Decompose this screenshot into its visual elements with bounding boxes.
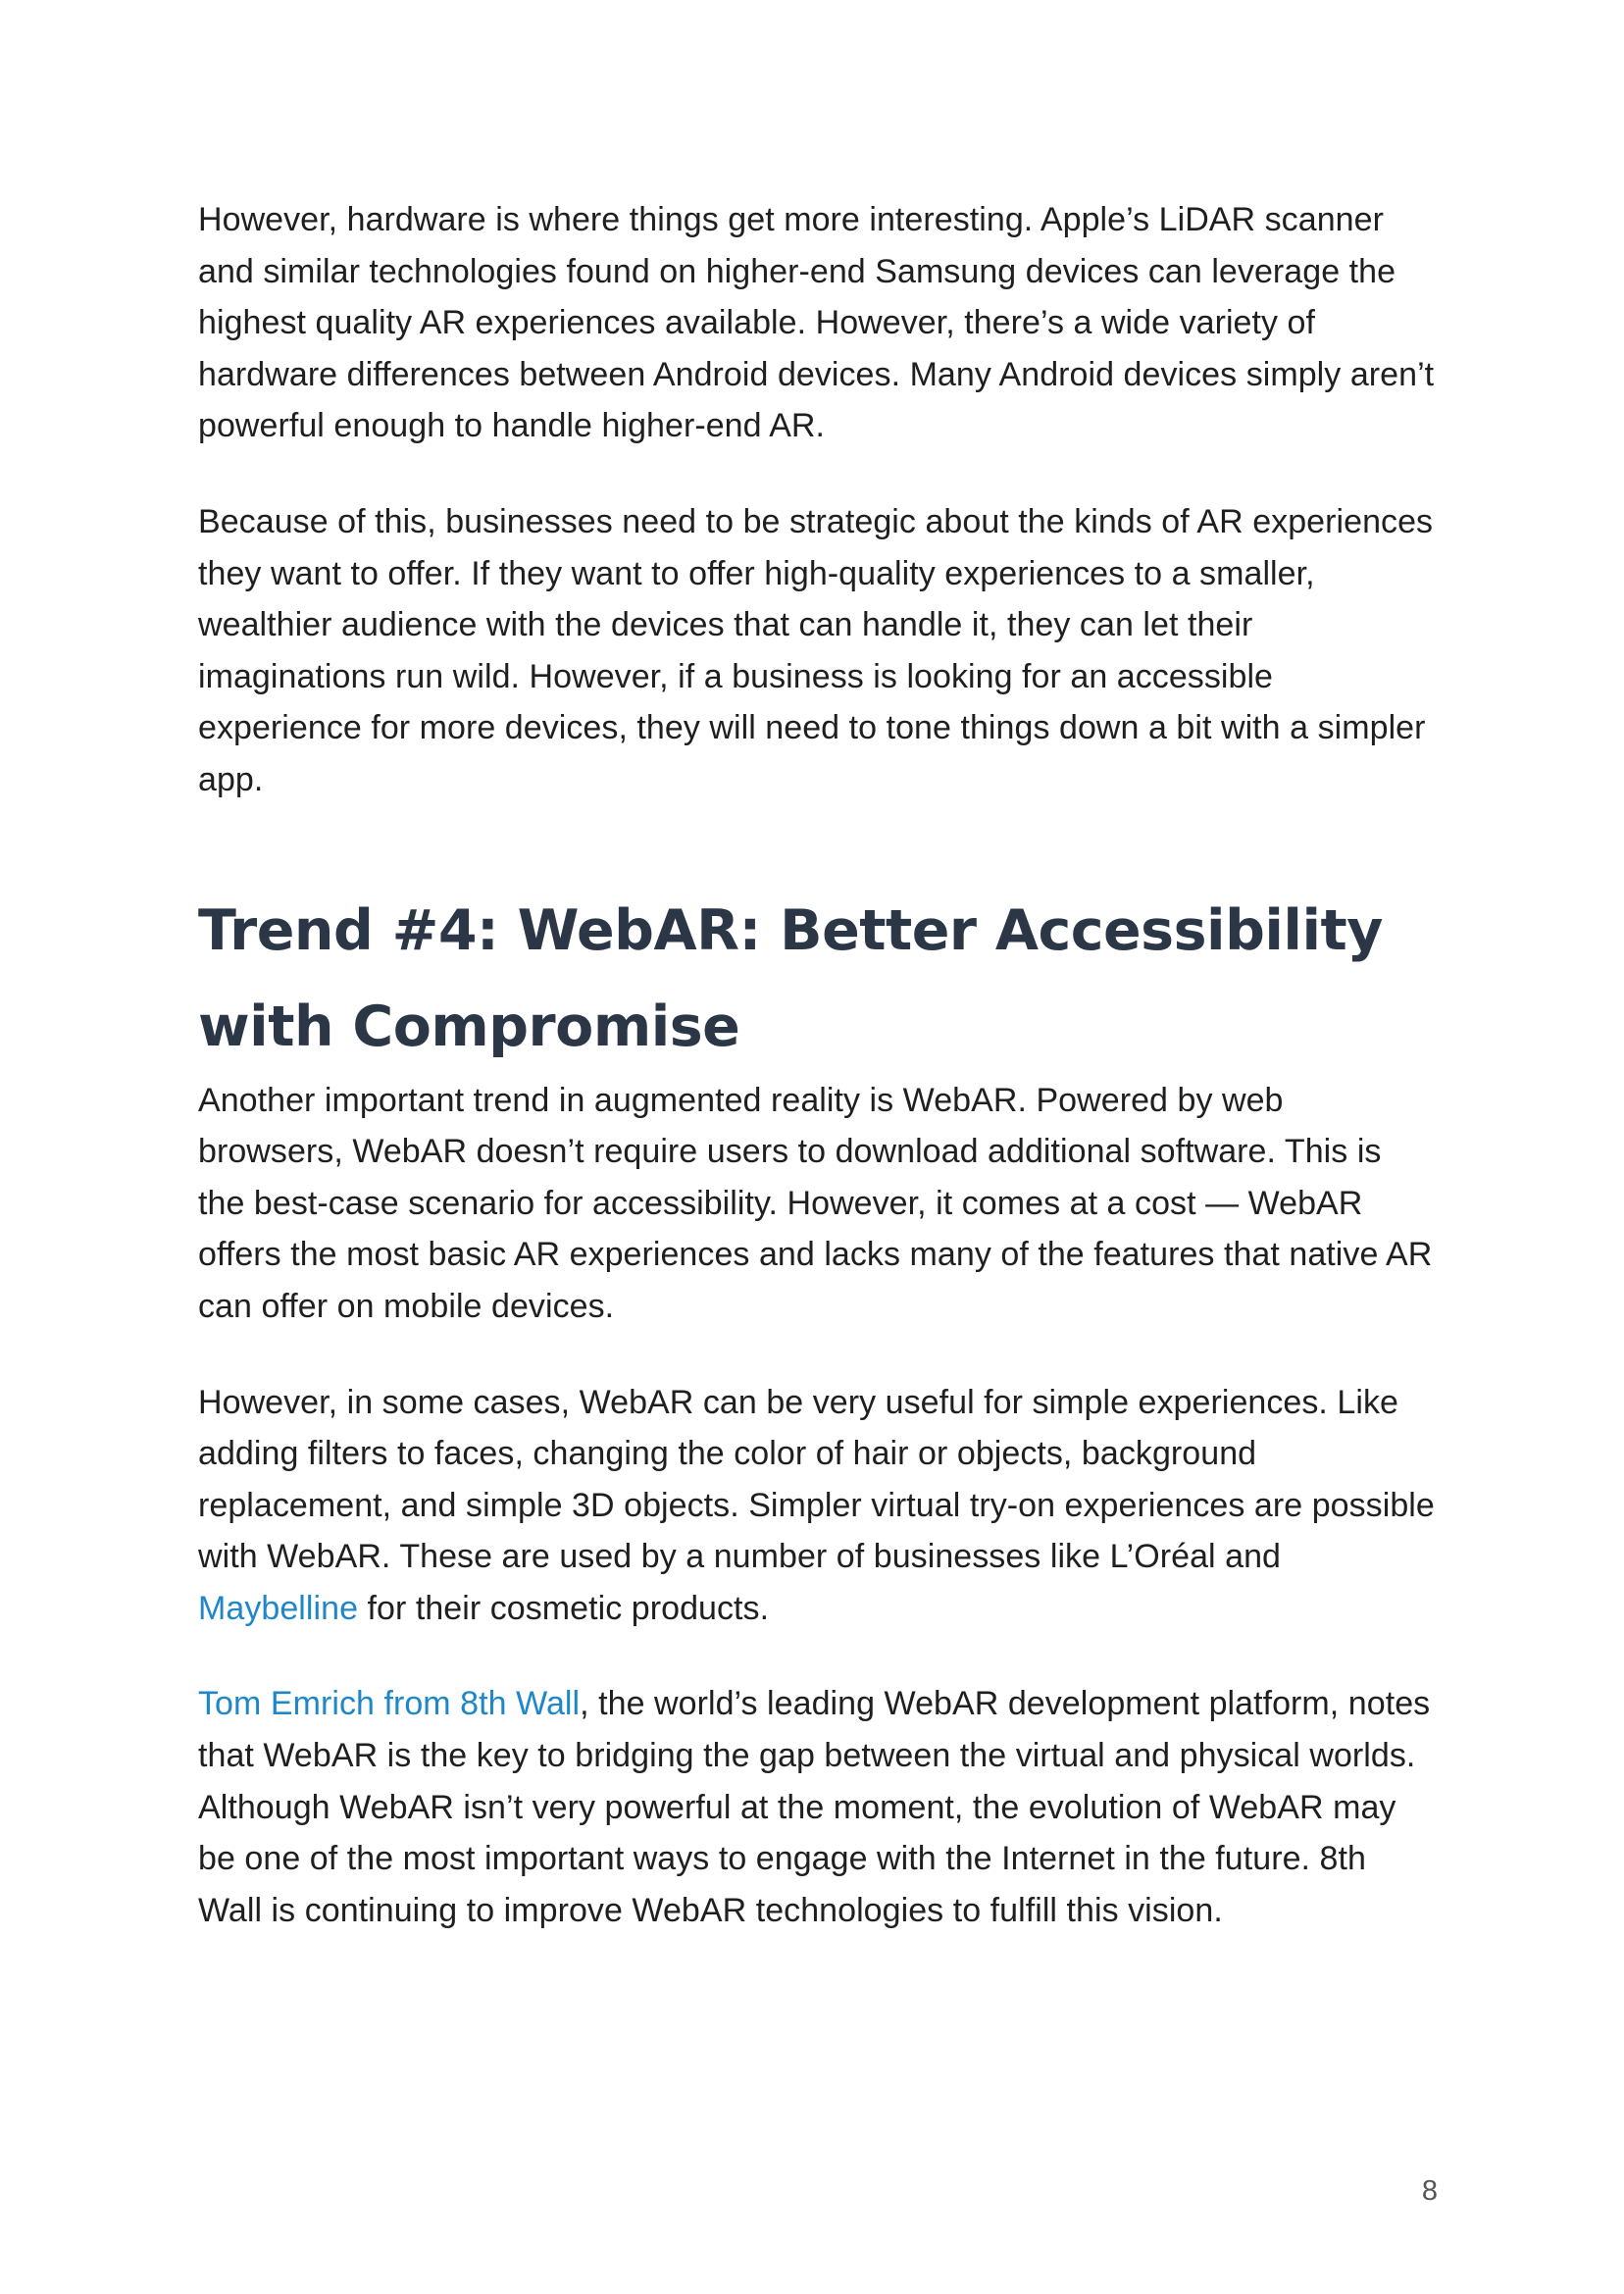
document-page [198, 194, 1436, 1936]
maybelline-link[interactable]: Maybelline [198, 1589, 359, 1627]
paragraph-webar-use-cases-end: for their cosmetic products. [358, 1589, 770, 1627]
paragraph-webar-use-cases [198, 1377, 1436, 1635]
paragraph-webar-use-cases-text: However, in some cases, WebAR can be very useful for simple experiences. Like adding filters to faces, changing the color of hair or objects, background replacement, and simple 3D objects. Simpler virtual try-on experiences are possible with WebAR. These are used by a number of businesses like L’Oréal and [198, 1383, 1435, 1576]
page-number: 8 [1421, 2175, 1438, 2207]
section-heading-trend-4: Trend #4: WebAR: Better Accessibility with Compromise [198, 897, 1383, 1059]
tom-emrich-link[interactable]: Tom Emrich from 8th Wall [198, 1685, 581, 1723]
paragraph-webar-intro: Another important trend in augmented reality is WebAR. Powered by web browsers, WebAR doesn’t require users to download additional software. This is the best-case scenario for accessibility. However, it comes at a cost — WebAR offers the most basic AR experiences and lacks many of the features that native AR can offer on mobile devices. [198, 1081, 1433, 1325]
paragraph-strategy: Because of this, businesses need to be strategic about the kinds of AR experiences they want to offer. If they want to offer high-quality experiences to a smaller, wealthier audience with the devices that can handle it, they can let their imaginations run wild. However, if a business is looking for an accessible experience for more devices, they will need to tone things down a bit with a simpler app. [198, 502, 1434, 798]
paragraph-8th-wall-text: , the world’s leading WebAR development platform, notes that WebAR is the key to bridging the gap between the virtual and physical worlds. Although WebAR isn’t very powerful at the moment, the evolution of WebAR may be one of the most important ways to engage with the Internet in the future. 8th Wall is continuing to improve WebAR technologies to fulfill this vision. [198, 1685, 1431, 1929]
paragraph-8th-wall [198, 1678, 1436, 1936]
paragraph-hardware: However, hardware is where things get more interesting. Apple’s LiDAR scanner and similar technologies found on higher-end Samsung devices can leverage the highest quality AR experiences available. However, there’s a wide variety of hardware differences between Android devices. Many Android devices simply aren’t powerful enough to handle higher-end AR. [198, 201, 1435, 445]
